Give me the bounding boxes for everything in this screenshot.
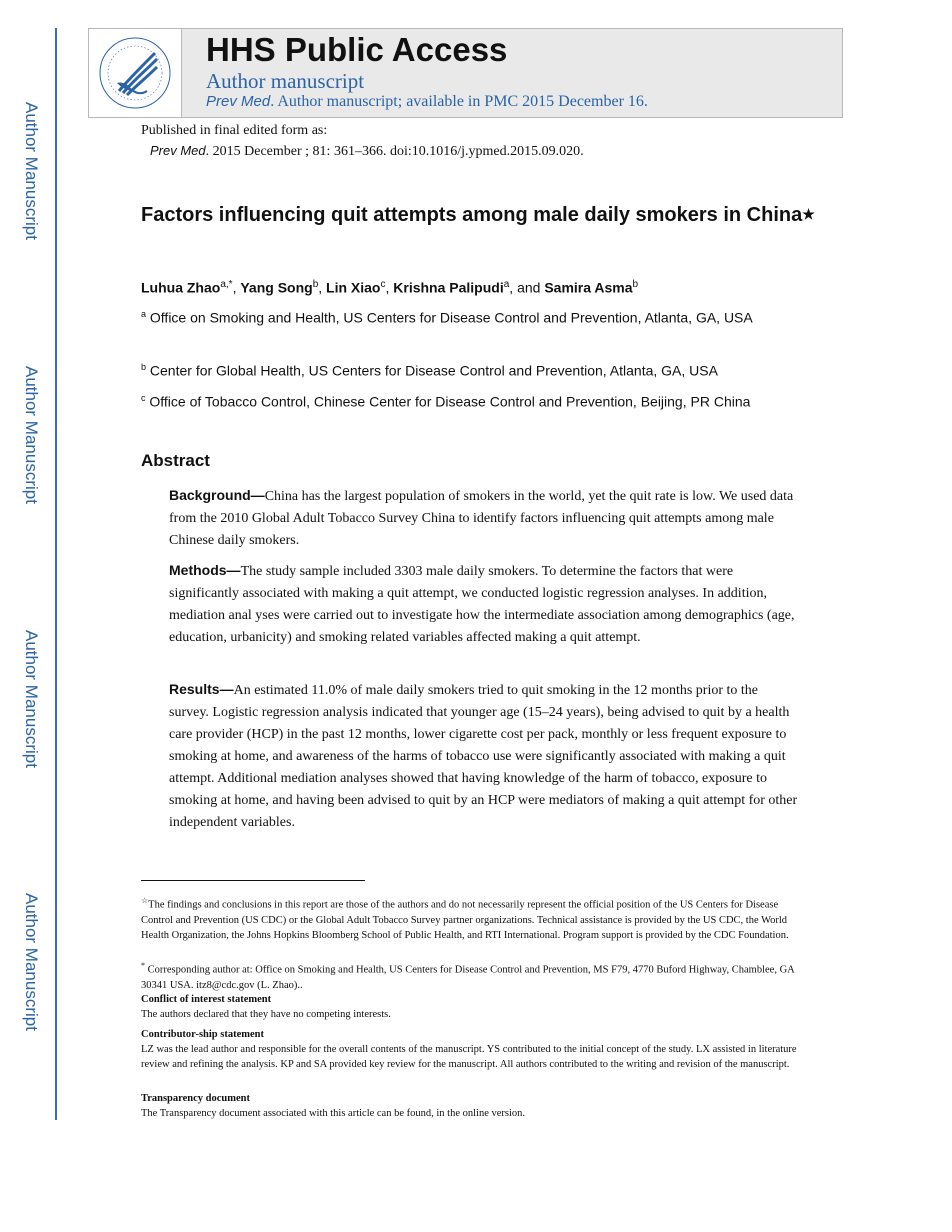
- affiliation-a: [141, 303, 801, 329]
- abstract-results: [169, 678, 799, 834]
- footnote-mark: *: [141, 961, 145, 970]
- hhs-logo: [89, 29, 182, 117]
- affiliation-text: Office on Smoking and Health, US Centers for Disease Control and Prevention, Atlanta, GA, USA: [149, 309, 753, 326]
- abstract-section-label: Results—: [169, 681, 234, 697]
- author-list: [141, 279, 638, 296]
- affiliation-b: [141, 356, 801, 382]
- sidebar-rule: [55, 28, 57, 1120]
- author-affil-mark: a: [503, 279, 510, 290]
- author-separator: ,: [232, 279, 241, 296]
- sidebar-label-1: Author Manuscript: [22, 102, 41, 240]
- author-manuscript-sidebar: [0, 0, 56, 1120]
- affiliation-mark: c: [141, 393, 146, 403]
- abstract-heading: Abstract: [141, 451, 210, 470]
- author-affil-mark: a,*: [220, 279, 233, 290]
- title-footnote-mark: ★: [802, 206, 815, 222]
- sidebar-label-3: Author Manuscript: [22, 630, 41, 768]
- author-name: Yang Song: [240, 279, 313, 296]
- published-label: Published in final edited form as:: [141, 123, 328, 138]
- footnote-heading: Conflict of interest statement: [141, 994, 272, 1005]
- published-citation: [150, 143, 584, 160]
- affiliation-text: Center for Global Health, US Centers for Disease Control and Prevention, Atlanta, GA, USA: [149, 362, 718, 379]
- footnote-disclaimer: [141, 893, 811, 943]
- banner-availability-text: . Author manuscript; available in PMC 2015 December 16.: [270, 93, 648, 110]
- affiliation-mark: a: [141, 309, 147, 319]
- abstract-section-text: The study sample included 3303 male daily smokers. To determine the factors that were significantly associated with making a quit attempt, we conducted logistic regression analyses. In addition, mediation anal yses were carried out to investigate how the intermediate association among demographics (age, education, urbanicity) and smoking related variables affected making a quit attempt.: [169, 564, 795, 645]
- published-journal: Prev Med: [150, 143, 206, 158]
- author-name: Krishna Palipudi: [393, 279, 504, 296]
- abstract-section-label: Methods—: [169, 562, 241, 578]
- author-separator: ,: [385, 279, 394, 296]
- footnote-contributorship: [141, 1027, 811, 1072]
- author-affil-mark: c: [380, 279, 386, 290]
- affiliation-c: [141, 387, 801, 413]
- author-name: Samira Asma: [544, 279, 633, 296]
- footnote-heading: Contributor-ship statement: [141, 1029, 264, 1040]
- footnote-heading: Transparency document: [141, 1093, 250, 1104]
- affiliation-mark: b: [141, 362, 147, 372]
- footnote-conflict: [141, 992, 811, 1022]
- footnote-text: Corresponding author at: Office on Smoking and Health, US Centers for Disease Control and Prevention, MS F79, 4770 Buford Highway, Chamblee, GA 30341 USA. itz8@cdc.gov (L. Zhao)..: [141, 964, 795, 991]
- author-name: Lin Xiao: [326, 279, 381, 296]
- hhs-eagle-seal-icon: [89, 29, 181, 117]
- banner-title: HHS Public Access: [206, 31, 508, 68]
- footnote-text: LZ was the lead author and responsible for the overall contents of the manuscript. YS contributed to the initial concept of the study. LX assisted in literature review and refining the analysis. KP and SA provided key review for the manuscript. All authors contributed to the writing and revision of the manuscript.: [141, 1044, 797, 1070]
- banner-subtitle: Author manuscript: [206, 69, 365, 93]
- footnote-text: The findings and conclusions in this report are those of the authors and do not necessarily represent the official position of the US Centers for Disease Control and Prevention (US CDC) or the Global Adult Tobacco Survey partner organizations. Technical assistance is provided by the US CDC, the World Health Organization, the Johns Hopkins Bloomberg School of Public Health, and RTI International. Program support is provided by the CDC Foundation.: [141, 899, 789, 941]
- article-title: [141, 200, 831, 230]
- author-name: Luhua Zhao: [141, 279, 221, 296]
- footnote-text: The Transparency document associated with this article can be found, in the online version.: [141, 1108, 526, 1119]
- footnote-transparency: [141, 1091, 811, 1121]
- footnote-text: The authors declared that they have no competing interests.: [141, 1009, 391, 1020]
- footnote-corresponding: [141, 958, 811, 993]
- banner-availability: [206, 93, 648, 111]
- article-title-text: Factors influencing quit attempts among male daily smokers in China: [141, 204, 803, 226]
- sidebar-label-4: Author Manuscript: [22, 893, 41, 1031]
- abstract-methods: [169, 559, 799, 649]
- author-separator: ,: [318, 279, 327, 296]
- abstract-background: [169, 484, 799, 552]
- abstract-section-text: China has the largest population of smokers in the world, yet the quit rate is low. We used data from the 2010 Global Adult Tobacco Survey China to identify factors influencing quit attempts among male Chinese daily smokers.: [169, 489, 794, 548]
- sidebar-label-2: Author Manuscript: [22, 366, 41, 504]
- published-citation-text: . 2015 December ; 81: 361–366. doi:10.1016/j.ypmed.2015.09.020.: [205, 144, 584, 159]
- abstract-section-text: An estimated 11.0% of male daily smokers tried to quit smoking in the 12 months prior to the survey. Logistic regression analysis indicated that younger age (15–24 years), being advised to quit by a health care provider (HCP) in the past 12 months, lower cigarette cost per pack, monthly or less frequent exposure to smoking at home, and awareness of the harms of tobacco use were significantly associated with making a quit attempt. Additional mediation analyses showed that having knowledge of the harm of tobacco, exposure to smoking at home, and having been advised to quit by an HCP were mediators of making a quit attempt for other independent variables.: [169, 683, 798, 830]
- hhs-banner: [88, 28, 843, 118]
- footnote-mark: ☆: [141, 896, 149, 905]
- banner-journal-name: Prev Med: [206, 93, 271, 110]
- abstract-section-label: Background—: [169, 487, 265, 503]
- author-separator: , and: [509, 279, 545, 296]
- author-affil-mark: b: [632, 279, 639, 290]
- affiliation-text: Office of Tobacco Control, Chinese Center for Disease Control and Prevention, Beijing, PR China: [149, 393, 751, 410]
- author-affil-mark: b: [312, 279, 319, 290]
- footnote-rule: [141, 880, 365, 881]
